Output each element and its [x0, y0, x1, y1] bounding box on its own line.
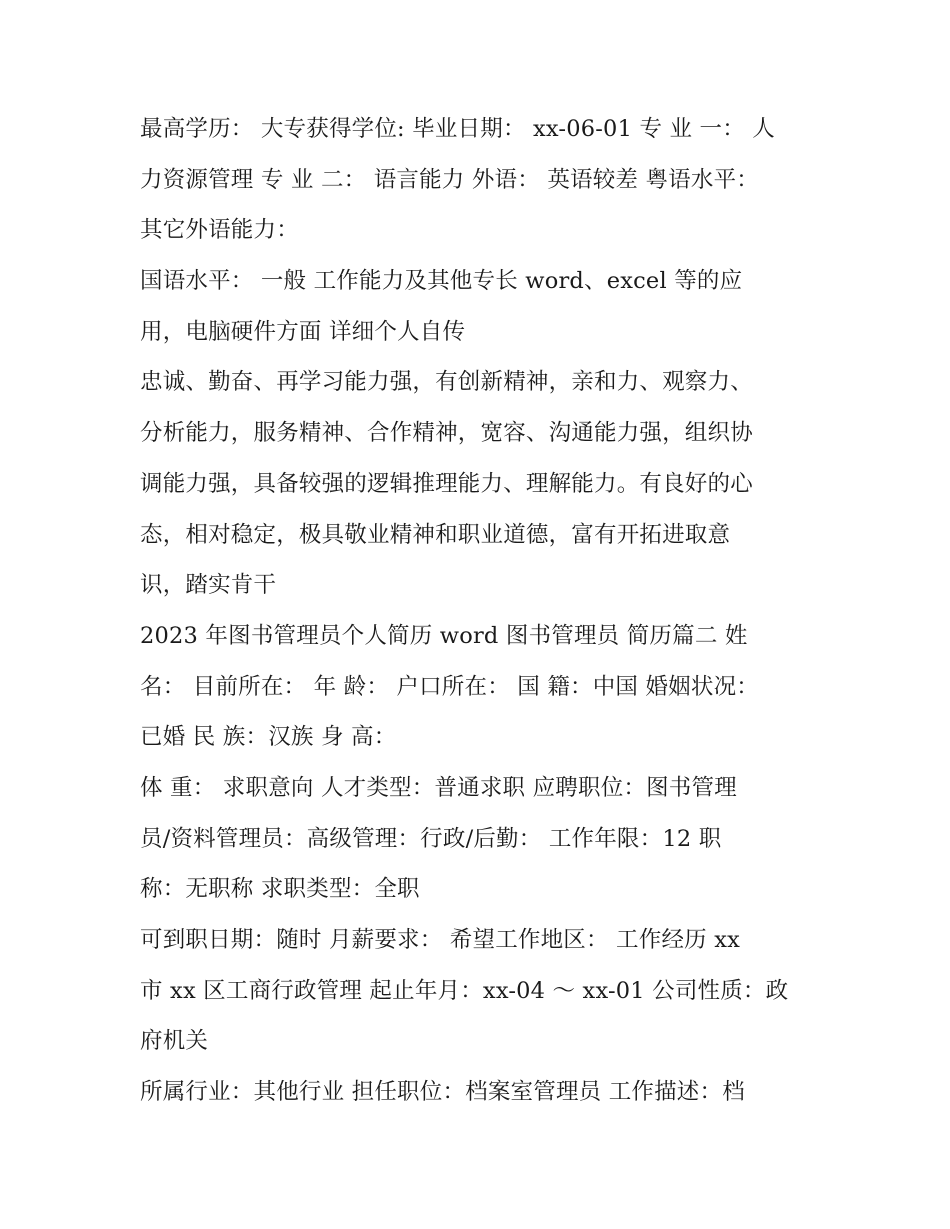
text-line: 2023 年图书管理员个人简历 word 图书管理员 简历篇二 姓 [140, 622, 748, 649]
text-line: 已婚 民 族：汉族 身 高： [140, 724, 397, 751]
text-line: 市 xx 区工商行政管理 起止年月：xx-04 ～ xx-01 公司性质：政 [140, 977, 789, 1004]
text-line: 可到职日期：随时 月薪要求： 希望工作地区： 工作经历 xx [140, 927, 740, 953]
text-line: 国语水平： 一般 工作能力及其他专长 word、excel 等的应 [140, 268, 743, 295]
text-line: 分析能力，服务精神、合作精神，宽容、沟通能力强，组织协 [140, 420, 753, 447]
text-line: 称：无职称 求职类型：全职 [140, 876, 420, 903]
text-line: 态，相对稳定，极具敬业精神和职业道德，富有开拓进取意 [140, 521, 731, 548]
text-line: 名： 目前所在： 年 龄： 户口所在： 国 籍：中国 婚姻状况： [140, 673, 759, 700]
text-line: 识，踏实肯干 [140, 572, 277, 599]
text-line: 用，电脑硬件方面 详细个人自传 [140, 318, 466, 345]
text-line: 所属行业：其他行业 担任职位：档案室管理员 工作描述：档 [140, 1079, 745, 1106]
text-line: 忠诚、勤奋、再学习能力强，有创新精神，亲和力、观察力、 [140, 369, 753, 396]
text-line: 其它外语能力： [140, 217, 299, 244]
text-line: 调能力强，具备较强的逻辑推理能力、理解能力。有良好的心 [140, 470, 753, 497]
text-line: 体 重： 求职意向 人才类型：普通求职 应聘职位：图书管理 [140, 774, 737, 801]
text-line: 员/资料管理员：高级管理：行政/后勤： 工作年限：12 职 [140, 825, 722, 852]
text-line: 力资源管理 专 业 二： 语言能力 外语： 英语较差 粤语水平： [140, 166, 759, 193]
text-line: 府机关 [140, 1028, 209, 1055]
document-body [140, 104, 820, 1118]
text-line: 最高学历： 大专获得学位: 毕业日期： xx-06-01 专 业 一： 人 [140, 116, 775, 142]
